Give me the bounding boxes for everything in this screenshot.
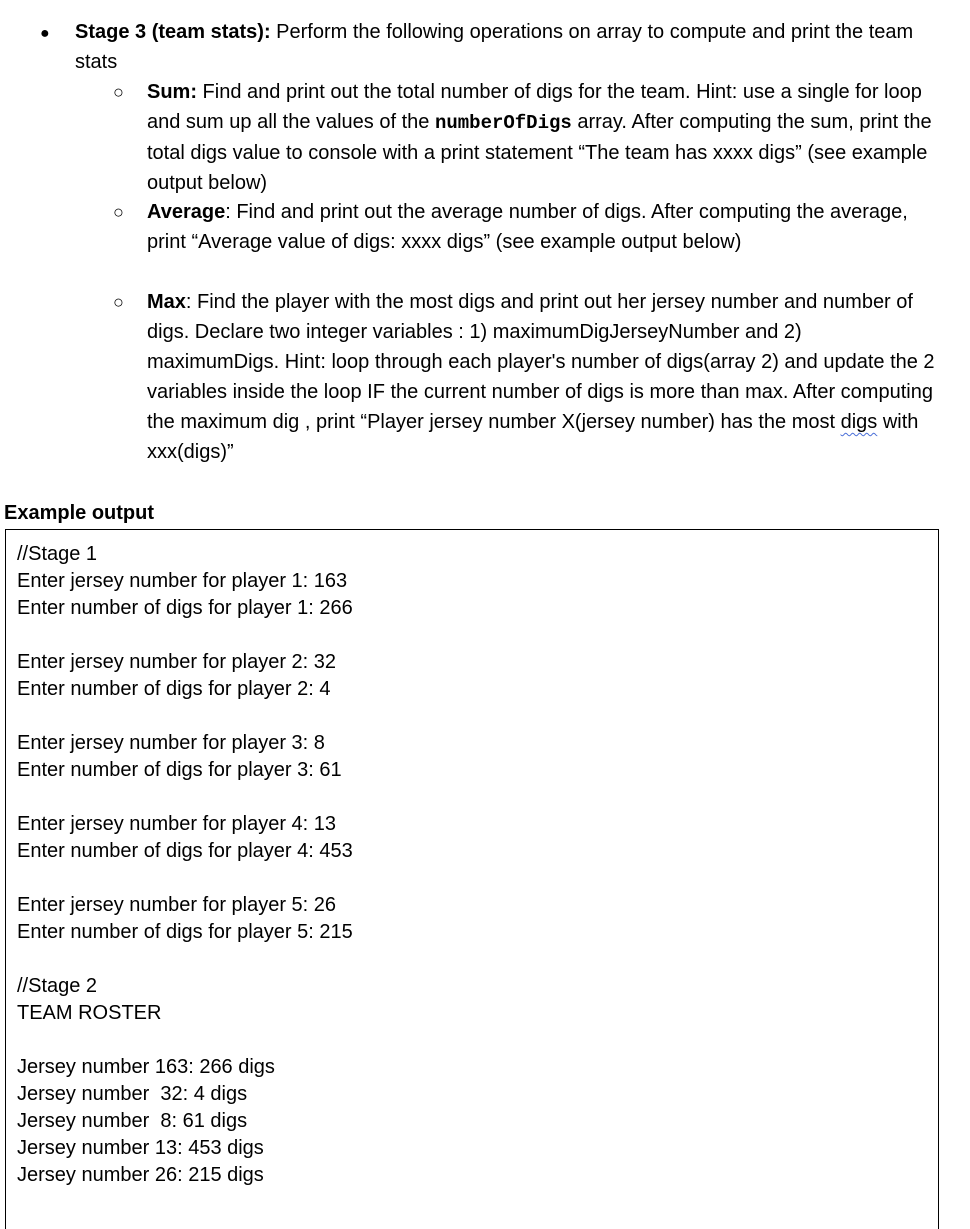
output-line <box>17 622 353 649</box>
example-output-lines <box>17 541 353 1189</box>
output-line: Enter number of digs for player 3: 61 <box>17 759 342 781</box>
max-bullet: ○ <box>113 292 124 312</box>
sum-text-2: array. After computing the sum, print the total digs value to console with a print statement “The team has xxxx digs” (see example output below) <box>147 111 932 194</box>
sum-paragraph <box>147 77 937 198</box>
stage3-bullet: ● <box>40 25 50 42</box>
output-line: Enter jersey number for player 1: 163 <box>17 570 348 592</box>
output-line: TEAM ROSTER <box>17 1002 162 1024</box>
output-line: Enter number of digs for player 5: 215 <box>17 921 353 943</box>
output-line: Jersey number 26: 215 digs <box>17 1164 264 1186</box>
sum-text-1: Find and print out the total number of digs for the team. Hint: use a single for loop and sum up all the values of the <box>147 81 922 133</box>
example-output-heading: Example output <box>4 502 155 524</box>
output-line: //Stage 1 <box>17 543 98 565</box>
output-line <box>17 703 353 730</box>
max-label: Max <box>147 291 186 313</box>
stage3-title: Stage 3 (team stats): <box>75 21 271 43</box>
output-line: Jersey number 32: 4 digs <box>17 1083 248 1105</box>
sum-label: Sum: <box>147 81 197 103</box>
output-line: Enter number of digs for player 1: 266 <box>17 597 353 619</box>
output-line <box>17 865 353 892</box>
output-line: Enter jersey number for player 5: 26 <box>17 894 337 916</box>
output-line: Enter jersey number for player 2: 32 <box>17 651 337 673</box>
output-line: Enter jersey number for player 4: 13 <box>17 813 337 835</box>
output-line: Enter jersey number for player 3: 8 <box>17 732 325 754</box>
sum-bullet: ○ <box>113 82 124 102</box>
output-line <box>17 784 353 811</box>
average-text: : Find and print out the average number of digs. After computing the average, print “Average value of digs: xxxx digs” (see example output below) <box>147 201 908 253</box>
max-paragraph <box>147 287 937 467</box>
max-text-2: with xxx(digs)” <box>147 411 919 463</box>
example-output-box <box>5 529 939 1229</box>
output-line: Enter number of digs for player 2: 4 <box>17 678 331 700</box>
output-line <box>17 1027 353 1054</box>
output-line <box>17 946 353 973</box>
output-line: Enter number of digs for player 4: 453 <box>17 840 353 862</box>
output-line: //Stage 2 <box>17 975 98 997</box>
max-text-1: : Find the player with the most digs and print out her jersey number and number of digs. Declare two integer variables : 1) maximumDigJerseyNumber and 2) maximumDigs. Hint: loop through each player's number of digs(array 2) and update the 2 variables inside the loop IF the current number of digs is more than max. After computing the maximum dig , print “Player jersey number X(jersey number) has the most <box>147 291 935 433</box>
stage3-intro: Perform the following operations on array to compute and print the team stats <box>75 21 914 73</box>
average-paragraph <box>147 197 937 257</box>
average-label: Average <box>147 201 226 223</box>
stage3-paragraph <box>75 17 935 77</box>
average-bullet: ○ <box>113 202 124 222</box>
output-line: Jersey number 13: 453 digs <box>17 1137 264 1159</box>
spellcheck-flagged-word[interactable]: digs <box>840 411 878 433</box>
number-of-digs-code: numberOfDigs <box>434 112 572 134</box>
output-line: Jersey number 163: 266 digs <box>17 1056 275 1078</box>
output-line: Jersey number 8: 61 digs <box>17 1110 248 1132</box>
